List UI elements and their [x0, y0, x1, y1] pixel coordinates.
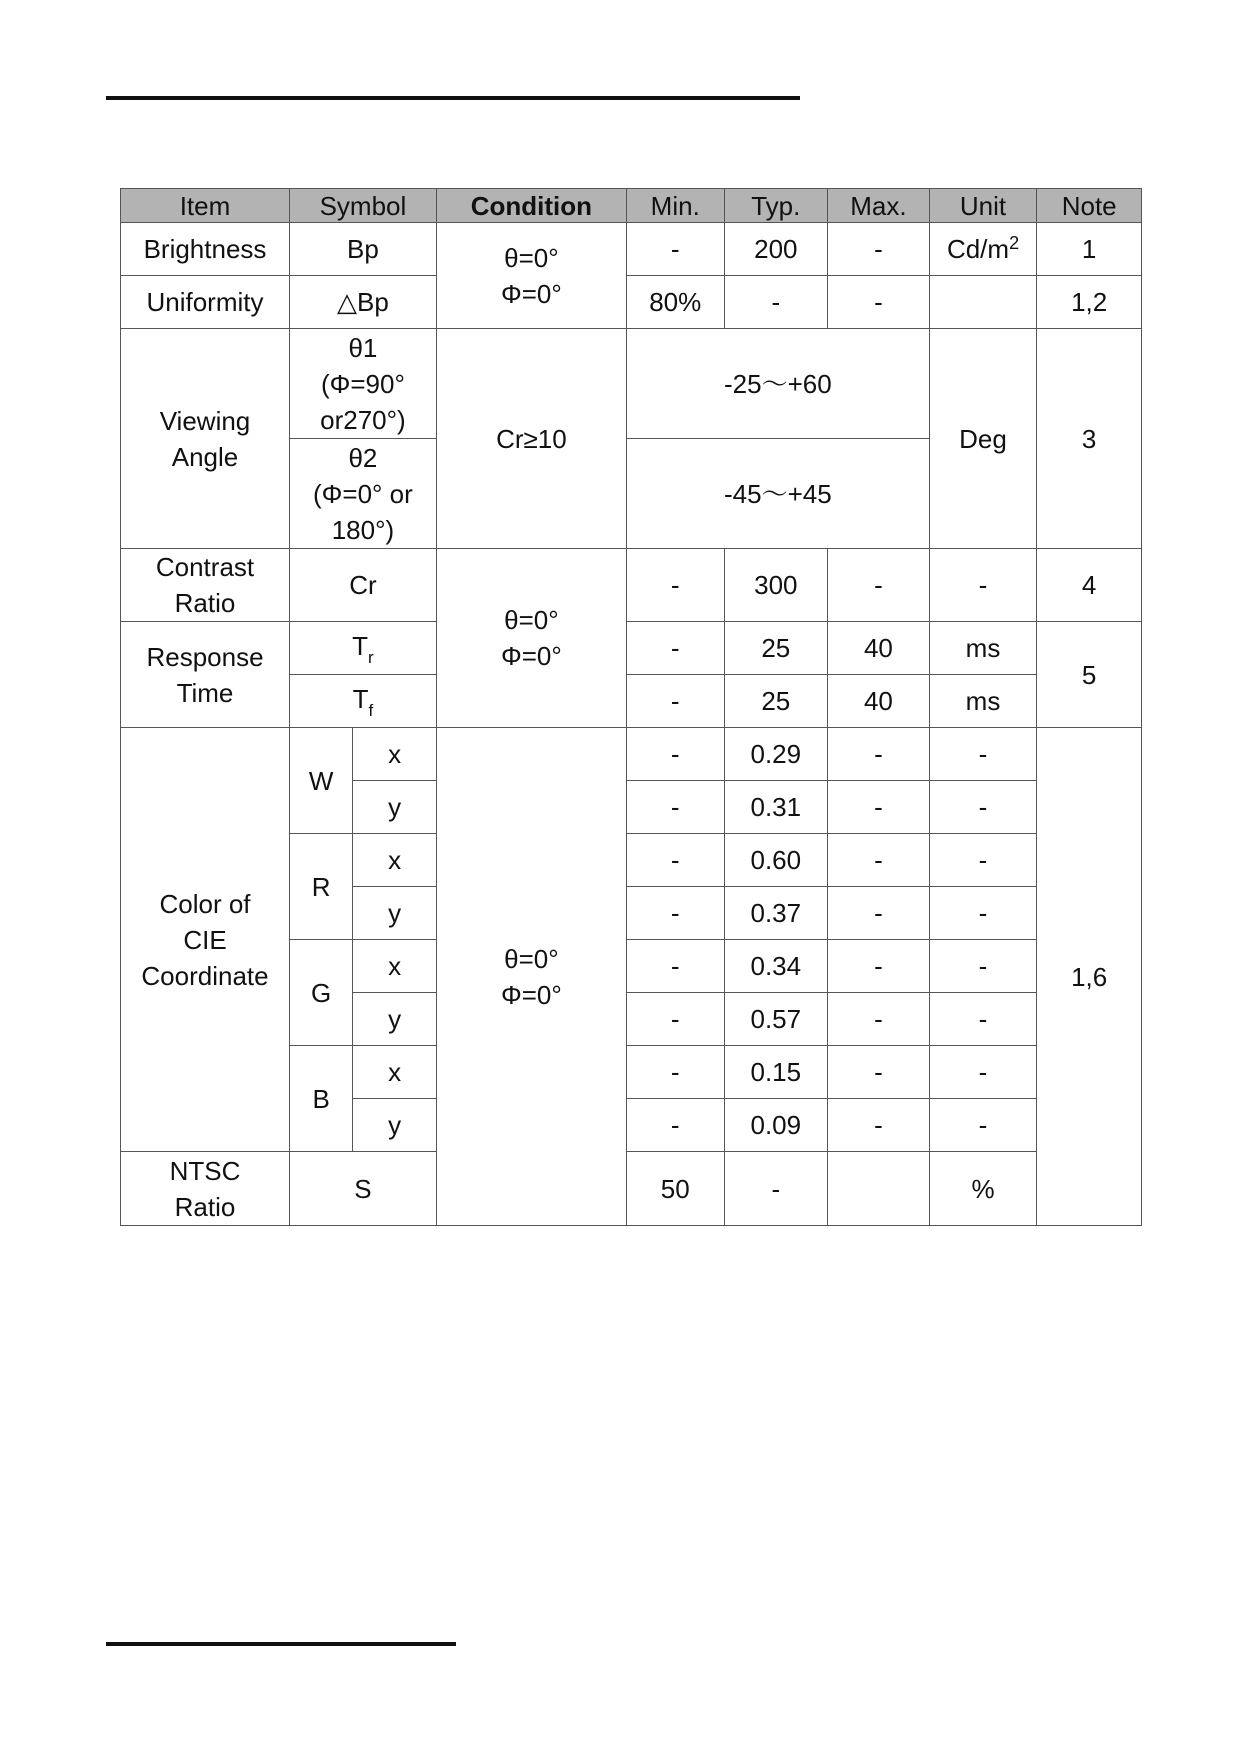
min-contrast: - [626, 549, 724, 622]
symbol-tf-sub: f [368, 701, 374, 720]
item-response: Response Time [121, 622, 290, 728]
note-contrast: 4 [1037, 549, 1142, 622]
item-uniformity: Uniformity [121, 276, 290, 329]
symbol-tf [289, 675, 436, 728]
symbol-tr [289, 622, 436, 675]
item-contrast: Contrast Ratio [121, 549, 290, 622]
cie-max: - [828, 1099, 930, 1152]
max-ntsc [828, 1152, 930, 1226]
table-row-uniformity [121, 276, 1142, 329]
note-cie: 1,6 [1037, 728, 1142, 1226]
max-uniformity: - [828, 276, 930, 329]
symbol-theta1: θ1 (Φ=90° or270°) [289, 329, 436, 439]
cie-max: - [828, 940, 930, 993]
min-ntsc: 50 [626, 1152, 724, 1226]
max-tf: 40 [828, 675, 930, 728]
symbol-tf-base: T [352, 684, 369, 714]
cie-max: - [828, 1046, 930, 1099]
table-row-brightness [121, 223, 1142, 276]
table-row-response-rise [121, 622, 1142, 675]
note-viewing-angle: 3 [1037, 329, 1142, 549]
header-unit: Unit [929, 189, 1037, 223]
condition-contrast-response: θ=0° Φ=0° [436, 549, 626, 728]
cie-min: - [626, 728, 724, 781]
header-symbol: Symbol [289, 189, 436, 223]
header-max: Max. [828, 189, 930, 223]
header-note: Note [1037, 189, 1142, 223]
cie-typ: 0.57 [724, 993, 828, 1046]
cie-max: - [828, 728, 930, 781]
unit-viewing-angle: Deg [929, 329, 1037, 549]
header-item: Item [121, 189, 290, 223]
footer-rule [106, 1642, 456, 1646]
item-cie: Color of CIE Coordinate [121, 728, 290, 1152]
cie-axis: y [353, 1099, 437, 1152]
table-row-contrast [121, 549, 1142, 622]
min-tr: - [626, 622, 724, 675]
cie-color-w: W [289, 728, 352, 834]
max-contrast: - [828, 549, 930, 622]
cie-typ: 0.31 [724, 781, 828, 834]
cie-unit: - [929, 993, 1037, 1046]
table-row-viewing-angle-1 [121, 329, 1142, 439]
unit-brightness [929, 223, 1037, 276]
max-brightness: - [828, 223, 930, 276]
header-condition: Condition [436, 189, 626, 223]
unit-brightness-sup: 2 [1009, 233, 1020, 253]
table-row-ntsc [121, 1152, 1142, 1226]
symbol-contrast: Cr [289, 549, 436, 622]
condition-viewing-angle: Cr≥10 [436, 329, 626, 549]
cie-typ: 0.09 [724, 1099, 828, 1152]
cie-max: - [828, 781, 930, 834]
cie-unit: - [929, 834, 1037, 887]
cie-unit: - [929, 1099, 1037, 1152]
cie-unit: - [929, 940, 1037, 993]
note-brightness: 1 [1037, 223, 1142, 276]
unit-tr: ms [929, 622, 1037, 675]
cie-min: - [626, 887, 724, 940]
cie-max: - [828, 993, 930, 1046]
optical-spec-table [120, 188, 1142, 1226]
unit-contrast: - [929, 549, 1037, 622]
typ-contrast: 300 [724, 549, 828, 622]
typ-ntsc: - [724, 1152, 828, 1226]
cie-min: - [626, 834, 724, 887]
cie-color-r: R [289, 834, 352, 940]
unit-uniformity [929, 276, 1037, 329]
unit-tf: ms [929, 675, 1037, 728]
symbol-theta2: θ2 (Φ=0° or 180°) [289, 439, 436, 549]
symbol-uniformity: △Bp [289, 276, 436, 329]
cie-typ: 0.34 [724, 940, 828, 993]
cie-typ: 0.60 [724, 834, 828, 887]
cie-axis: x [353, 834, 437, 887]
range-theta2: -45～+45 [626, 439, 929, 549]
symbol-brightness: Bp [289, 223, 436, 276]
cie-unit: - [929, 728, 1037, 781]
condition-brightness-uniformity: θ=0° Φ=0° [436, 223, 626, 329]
cie-axis: x [353, 940, 437, 993]
min-uniformity: 80% [626, 276, 724, 329]
cie-color-g: G [289, 940, 352, 1046]
header-rule [106, 96, 800, 100]
min-brightness: - [626, 223, 724, 276]
cie-max: - [828, 834, 930, 887]
cie-color-b: B [289, 1046, 352, 1152]
cie-typ: 0.15 [724, 1046, 828, 1099]
cie-axis: x [353, 728, 437, 781]
cie-min: - [626, 940, 724, 993]
item-ntsc: NTSC Ratio [121, 1152, 290, 1226]
typ-tr: 25 [724, 622, 828, 675]
min-tf: - [626, 675, 724, 728]
cie-min: - [626, 781, 724, 834]
cie-typ: 0.37 [724, 887, 828, 940]
note-response: 5 [1037, 622, 1142, 728]
cie-unit: - [929, 1046, 1037, 1099]
range-theta1: -25～+60 [626, 329, 929, 439]
cie-typ: 0.29 [724, 728, 828, 781]
header-typ: Typ. [724, 189, 828, 223]
item-viewing-angle: Viewing Angle [121, 329, 290, 549]
cie-axis: y [353, 887, 437, 940]
unit-ntsc: % [929, 1152, 1037, 1226]
cie-min: - [626, 993, 724, 1046]
condition-cie-ntsc: θ=0° Φ=0° [436, 728, 626, 1226]
symbol-tr-sub: r [368, 648, 374, 667]
cie-max: - [828, 887, 930, 940]
max-tr: 40 [828, 622, 930, 675]
cie-axis: y [353, 993, 437, 1046]
cie-unit: - [929, 781, 1037, 834]
cie-axis: x [353, 1046, 437, 1099]
unit-brightness-base: Cd/m [946, 234, 1010, 264]
typ-uniformity: - [724, 276, 828, 329]
cie-min: - [626, 1099, 724, 1152]
header-min: Min. [626, 189, 724, 223]
typ-tf: 25 [724, 675, 828, 728]
cie-unit: - [929, 887, 1037, 940]
typ-brightness: 200 [724, 223, 828, 276]
cie-axis: y [353, 781, 437, 834]
header-row [121, 189, 1142, 223]
symbol-tr-base: T [352, 631, 369, 661]
symbol-ntsc: S [289, 1152, 436, 1226]
cie-min: - [626, 1046, 724, 1099]
note-uniformity: 1,2 [1037, 276, 1142, 329]
item-brightness: Brightness [121, 223, 290, 276]
table-row-cie-w-x [121, 728, 1142, 781]
